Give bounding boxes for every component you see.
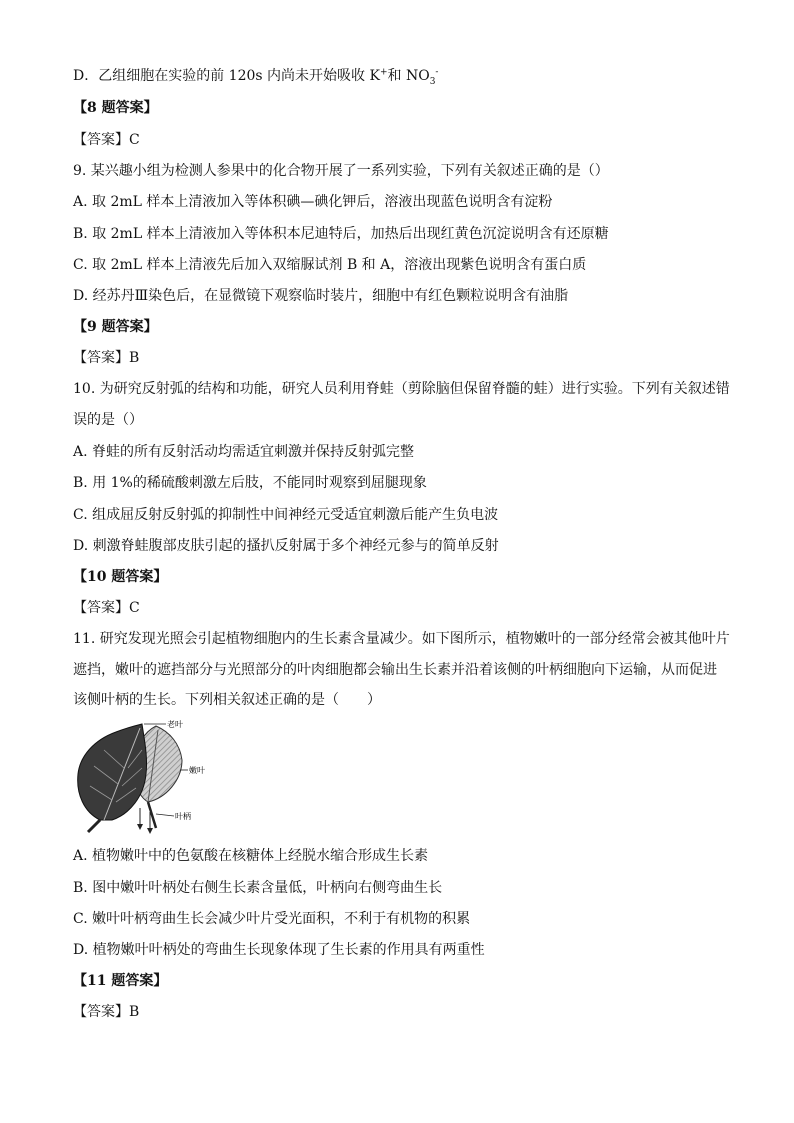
q11-option-d: D. 植物嫩叶叶柄处的弯曲生长现象体现了生长素的作用具有两重性 (73, 942, 485, 958)
q8-option-d-mid: 和 NO (387, 68, 430, 84)
label-petiole: 叶柄 (175, 812, 191, 821)
q10-option-d: D. 刺激脊蛙腹部皮肤引起的搔扒反射属于多个神经元参与的简单反射 (73, 538, 499, 554)
q11-option-c: C. 嫩叶叶柄弯曲生长会减少叶片受光面积，不利于有机物的积累 (73, 911, 471, 927)
q11-stem-line1: 11. 研究发现光照会引起植物细胞内的生长素含量减少。如下图所示，植物嫩叶的一部分经常会被其他叶片 (73, 631, 730, 647)
q9-option-b: B. 取 2mL 样本上清液加入等体积本尼迪特后，加热后出现红黄色沉淀说明含有还原糖 (73, 226, 609, 242)
q11-option-a: A. 植物嫩叶中的色氨酸在核糖体上经脱水缩合形成生长素 (73, 848, 429, 864)
q9-option-a: A. 取 2mL 样本上清液加入等体积碘—碘化钾后，溶液出现蓝色说明含有淀粉 (73, 194, 553, 210)
q10-stem-line1: 10. 为研究反射弧的结构和功能，研究人员利用脊蛙（剪除脑但保留脊髓的蛙）进行实验。下列有关叙述错 (73, 381, 730, 397)
q8-answer: 【答案】C (73, 132, 140, 148)
leaf-figure (70, 716, 230, 838)
q9-answer: 【答案】B (73, 350, 140, 366)
old-leaf-petiole (88, 820, 100, 832)
q11-option-b: B. 图中嫩叶叶柄处右侧生长素含量低，叶柄向右侧弯曲生长 (73, 880, 443, 896)
q10-option-a: A. 脊蛙的所有反射活动均需适宜刺激并保持反射弧完整 (73, 444, 415, 460)
no3-charge: - (435, 67, 439, 78)
q9-option-d: D. 经苏丹Ⅲ染色后，在显微镜下观察临时装片，细胞中有红色颗粒说明含有油脂 (73, 288, 569, 304)
label-young-leaf: 嫩叶 (189, 766, 205, 775)
q10-stem-line2: 误的是（） (73, 412, 143, 428)
q8-option-d-text: D．乙组细胞在实验的前 120s 内尚未开始吸收 K (73, 68, 380, 84)
q11-stem-line3: 该侧叶柄的生长。下列相关叙述正确的是（ ） (73, 692, 381, 708)
q10-answer: 【答案】C (73, 600, 140, 616)
q10-option-c: C. 组成屈反射反射弧的抑制性中间神经元受适宜刺激后能产生负电波 (73, 507, 499, 523)
young-leaf-petiole (148, 802, 156, 828)
q9-option-c: C. 取 2mL 样本上清液先后加入双缩脲试剂 B 和 A，溶液出现紫色说明含有蛋白质 (73, 257, 587, 273)
q11-answer: 【答案】B (73, 1004, 140, 1020)
q10-answer-heading: 【10 题答案】 (73, 569, 168, 585)
k-charge: + (379, 67, 388, 78)
q10-option-b: B. 用 1%的稀硫酸刺激左后肢，不能同时观察到屈腿现象 (73, 475, 427, 491)
q11-stem-line2: 遮挡，嫩叶的遮挡部分与光照部分的叶肉细胞都会输出生长素并沿着该侧的叶柄细胞向下运输，从而促进 (73, 662, 717, 678)
q8-option-d (73, 66, 438, 86)
q8-answer-heading: 【8 题答案】 (73, 100, 158, 116)
no3-subscript: 3 (429, 76, 436, 87)
q9-stem: 9. 某兴趣小组为检测人参果中的化合物开展了一系列实验，下列有关叙述正确的是（） (73, 163, 609, 179)
q11-answer-heading: 【11 题答案】 (73, 973, 168, 989)
label-old-leaf: 老叶 (167, 720, 183, 729)
q9-answer-heading: 【9 题答案】 (73, 319, 158, 335)
